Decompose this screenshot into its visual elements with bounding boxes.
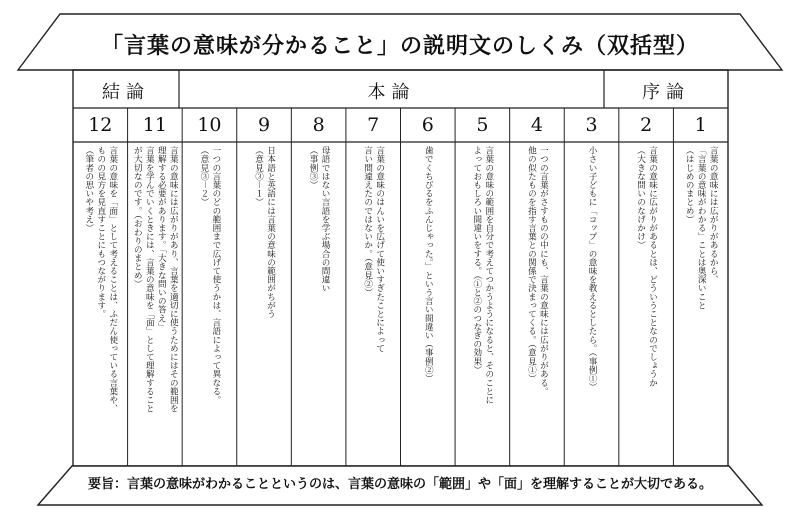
column-text-line: が大切なのです。（おわりのまとめ）: [132, 146, 143, 288]
column-text: [73, 146, 128, 464]
column-text-line: （はじめのまとめ）: [684, 146, 695, 224]
column-text: [564, 146, 619, 464]
column-text-line: 母語ではない言語を学ぶ場合の間違い: [320, 146, 331, 293]
column-number: 1: [694, 114, 707, 136]
column-text-line: 小さい子どもに「コップ」の意味を教えるとしたら。（事例①）: [587, 146, 598, 392]
column-text-line: （意見③－１）: [253, 146, 264, 207]
column-text-line: よっておもしろい間違いをする。（①と②のつなぎの効果）: [471, 146, 482, 374]
column-text-line: 言葉の意味のはんいを広げて使いすぎたことによって: [374, 146, 385, 353]
column-text-line: ものの見方を見直すことにもつながります。: [95, 146, 106, 318]
column-text: [401, 146, 456, 464]
column-number: 9: [257, 114, 271, 136]
column-text-line: （筆者の思いや考え）: [83, 146, 94, 232]
column-number: 7: [367, 114, 380, 136]
column-text-line: 言葉の意味には広がりがあるから、: [708, 146, 719, 284]
column-text: [346, 146, 401, 464]
column-text-line: （意見③－２）: [198, 146, 209, 207]
column-text-line: 言葉の意味に広がりがあるとは、どういうことなのでしょうか: [647, 146, 658, 387]
column-text: [455, 146, 510, 464]
column-number: 2: [640, 114, 653, 136]
column-text-line: 理解する必要があります。「大きな問いの答え」: [156, 146, 167, 331]
column-text-line: 言葉の意味には広がりがあり、言葉を適切に使うためにはその範囲を: [168, 146, 179, 413]
column-text-line: 一つの言葉がさすものの中にも、言葉の意味には広がりがある。: [538, 146, 549, 396]
column-text: [182, 146, 237, 464]
column-text-line: 他の似たものを指す言葉との関係で決まってくる。（意見①）: [526, 146, 537, 383]
column-text-line: （事例③）: [308, 146, 319, 189]
column-number: 12: [88, 114, 113, 136]
column-text: [510, 146, 565, 464]
column-text-line: 言葉の意味を「面」として考えることは、ふだん使っている言葉や、: [107, 146, 118, 413]
column-text: [128, 146, 183, 464]
column-text-line: 言葉の意味の範囲を自分で考えてつかうようになると、そのことに: [483, 146, 494, 404]
column-number: 5: [476, 114, 489, 136]
column-number: 4: [530, 114, 543, 136]
column-number: 6: [421, 114, 434, 136]
column-number: 8: [312, 114, 325, 136]
column-number: 3: [585, 114, 598, 136]
column-text-line: 一つの言葉のどの範囲まで広げて使うかは、言語によって異なる。: [210, 146, 221, 404]
column-number: 11: [142, 114, 167, 136]
column-text-line: 日本語と英語には言葉の意味の範囲がちがう: [265, 146, 276, 318]
column-text: [237, 146, 292, 464]
column-text-line: （大きな問いのなげかけ）: [635, 146, 646, 250]
section-body: 本論: [367, 82, 416, 103]
column-text-line: 言葉を学んでいくときには、言葉の意味を「面」として理解すること: [144, 146, 155, 413]
page-title: 「言葉の意味が分かること」の説明文のしくみ（双括型）: [100, 32, 699, 59]
section-introduction: 序論: [642, 82, 690, 103]
column-text: [673, 146, 728, 464]
column-number: 10: [197, 114, 222, 136]
column-text: [619, 146, 674, 464]
column-text-line: 「言葉の意味がわかる」ことは奥深いこと: [696, 146, 707, 310]
summary-text: 要旨：言葉の意味がわかることというのは、言葉の意味の「範囲」や「面」を理解することが大切である。: [87, 476, 712, 492]
section-conclusion: 結論: [102, 82, 150, 103]
column-text: [291, 146, 346, 464]
column-text-line: 歯でくちびるをふんじゃった。」という言い間違い（事例②）: [423, 146, 434, 383]
column-text-line: 言い間違えたのではないか。（意見②）: [362, 146, 373, 297]
